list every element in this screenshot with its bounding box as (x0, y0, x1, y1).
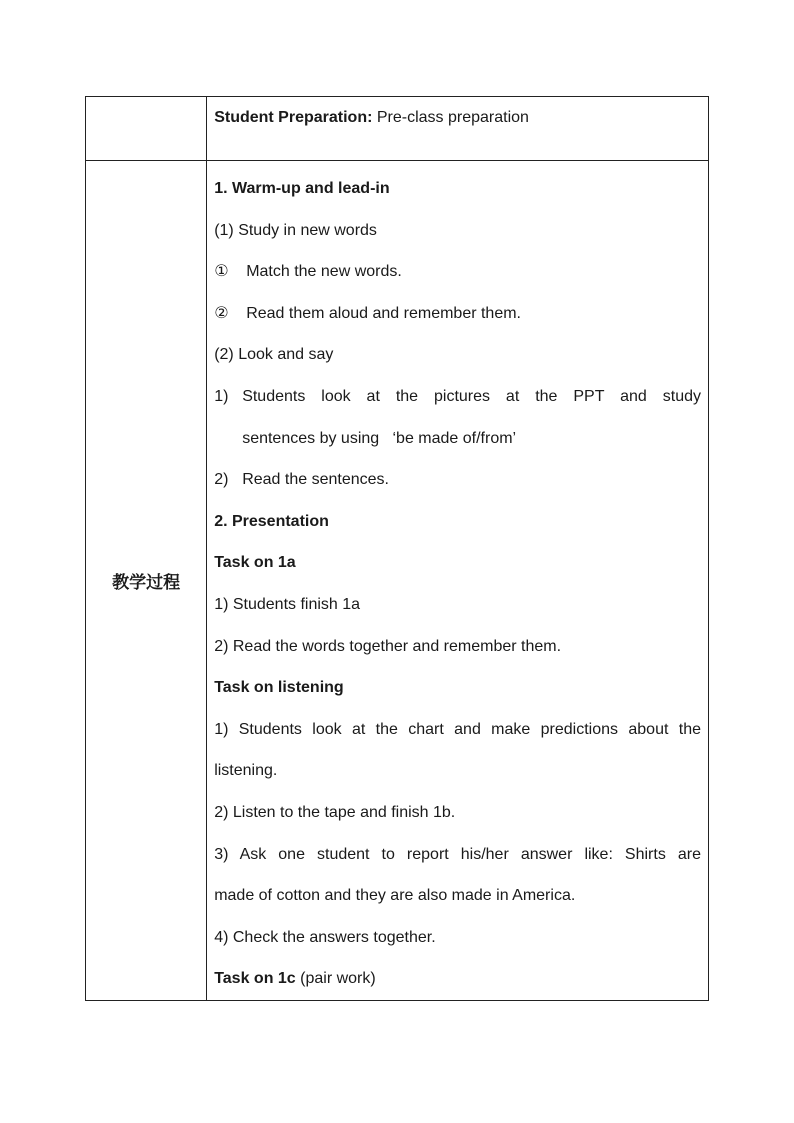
preparation-label-cell (86, 97, 207, 161)
task-1a-item-1: 1) Students finish 1a (214, 595, 361, 613)
task-1a-item-2: 2) Read the words together and remember them. (214, 637, 562, 655)
study-new-words-title: (1) Study in new words (214, 221, 377, 239)
listening-item-3-line-2: made of cotton and they are also made in America. (214, 887, 576, 905)
study-item-text: Match the new words. (246, 263, 402, 281)
listening-item-4: 4) Check the answers together. (214, 928, 436, 946)
teaching-process-label: 教学过程 (86, 161, 207, 1001)
number-marker: 2) (214, 471, 229, 489)
student-preparation-line (207, 97, 708, 130)
study-item-1 (214, 251, 701, 293)
listening-item-2: 2) Listen to the tape and finish 1b. (214, 803, 456, 821)
look-item-1-text: Students look at the pictures at the PPT and study (242, 387, 701, 405)
study-item-text: Read them aloud and remember them. (246, 304, 521, 322)
teaching-process-content-cell (207, 161, 709, 1001)
task-1c-line (214, 958, 701, 1000)
circled-marker: ② (214, 304, 229, 322)
presentation-title: 2. Presentation (214, 512, 329, 530)
teaching-process-row (86, 161, 709, 1001)
task-1c-note: (pair work) (295, 970, 376, 988)
listening-item-1-line-1: 1) Students look at the chart and make predictions about the (214, 720, 701, 738)
task-1c-title: Task on 1c (214, 970, 296, 988)
preparation-row (86, 97, 709, 161)
task-1a-title: Task on 1a (214, 554, 296, 572)
preparation-content-cell (207, 97, 709, 161)
circled-marker: ① (214, 263, 229, 281)
task-listening-title: Task on listening (214, 679, 344, 697)
warmup-title: 1. Warm-up and lead-in (214, 180, 390, 197)
look-item-2 (214, 459, 701, 501)
look-and-say-title: (2) Look and say (214, 346, 334, 364)
study-item-2 (214, 293, 701, 335)
lesson-plan-table (85, 96, 709, 1001)
student-preparation-heading: Student Preparation: (214, 109, 373, 126)
listening-item-1-line-2: listening. (214, 762, 278, 780)
look-item-2-text: Read the sentences. (242, 471, 389, 489)
look-item-1-line-1 (214, 376, 701, 418)
number-marker: 1) (214, 387, 229, 405)
listening-item-3-line-1: 3) Ask one student to report his/her answer like: Shirts are (214, 845, 701, 863)
student-preparation-text: Pre-class preparation (372, 109, 529, 126)
look-item-1-line-2: sentences by using ‘be made of/from’ (242, 429, 517, 447)
